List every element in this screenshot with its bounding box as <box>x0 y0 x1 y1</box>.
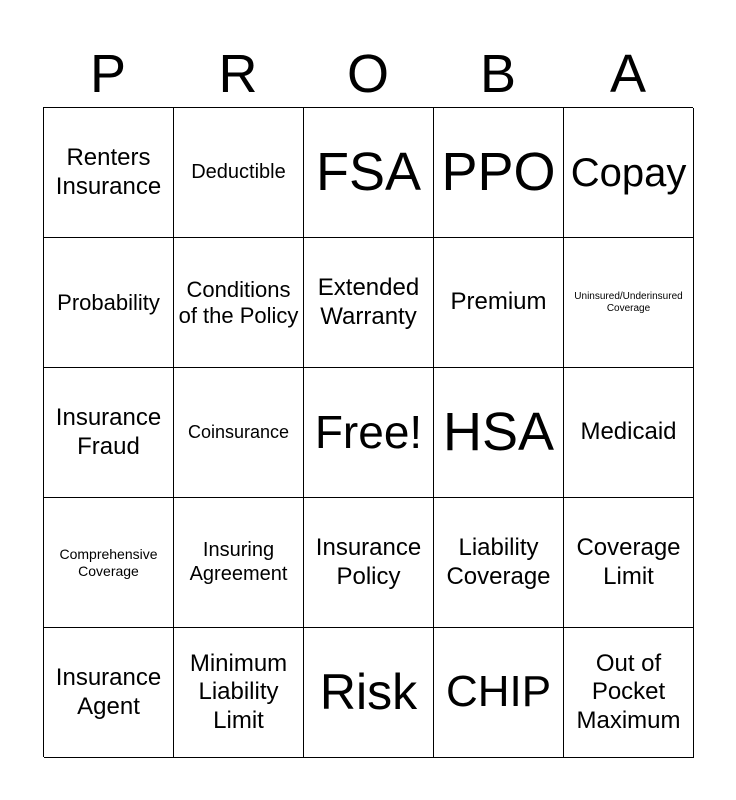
bingo-cell[interactable]: Out of Pocket Maximum <box>564 628 694 758</box>
bingo-cell[interactable]: Insurance Policy <box>304 498 434 628</box>
bingo-cell[interactable]: Renters Insurance <box>44 108 174 238</box>
header-letter-r: R <box>218 44 258 104</box>
bingo-cell[interactable]: HSA <box>434 368 564 498</box>
bingo-cell[interactable]: Probability <box>44 238 174 368</box>
header-letter-a: A <box>609 44 647 104</box>
bingo-cell[interactable]: Deductible <box>174 108 304 238</box>
bingo-cell[interactable]: Insurance Fraud <box>44 368 174 498</box>
bingo-cell[interactable]: Premium <box>434 238 564 368</box>
bingo-cell[interactable]: Copay <box>564 108 694 238</box>
bingo-cell[interactable]: Insuring Agreement <box>174 498 304 628</box>
header-letter-o: O <box>346 44 389 104</box>
bingo-cell[interactable]: PPO <box>434 108 564 238</box>
bingo-cell[interactable]: Comprehensive Coverage <box>44 498 174 628</box>
header-letter-b: B <box>479 44 517 104</box>
header-letter-p: P <box>89 44 127 104</box>
bingo-cell[interactable]: Risk <box>304 628 434 758</box>
bingo-header <box>43 40 693 108</box>
bingo-cell[interactable]: Coinsurance <box>174 368 304 498</box>
bingo-cell[interactable]: Coverage Limit <box>564 498 694 628</box>
bingo-board <box>43 107 693 757</box>
bingo-cell[interactable]: CHIP <box>434 628 564 758</box>
bingo-cell[interactable]: Extended Warranty <box>304 238 434 368</box>
bingo-cell[interactable]: Minimum Liability Limit <box>174 628 304 758</box>
bingo-cell[interactable]: Medicaid <box>564 368 694 498</box>
bingo-cell[interactable]: Insurance Agent <box>44 628 174 758</box>
bingo-cell[interactable]: FSA <box>304 108 434 238</box>
free-space[interactable]: Free! <box>304 368 434 498</box>
bingo-cell[interactable]: Conditions of the Policy <box>174 238 304 368</box>
bingo-cell[interactable]: Liability Coverage <box>434 498 564 628</box>
bingo-cell[interactable]: Uninsured/Underinsured Coverage <box>564 238 694 368</box>
